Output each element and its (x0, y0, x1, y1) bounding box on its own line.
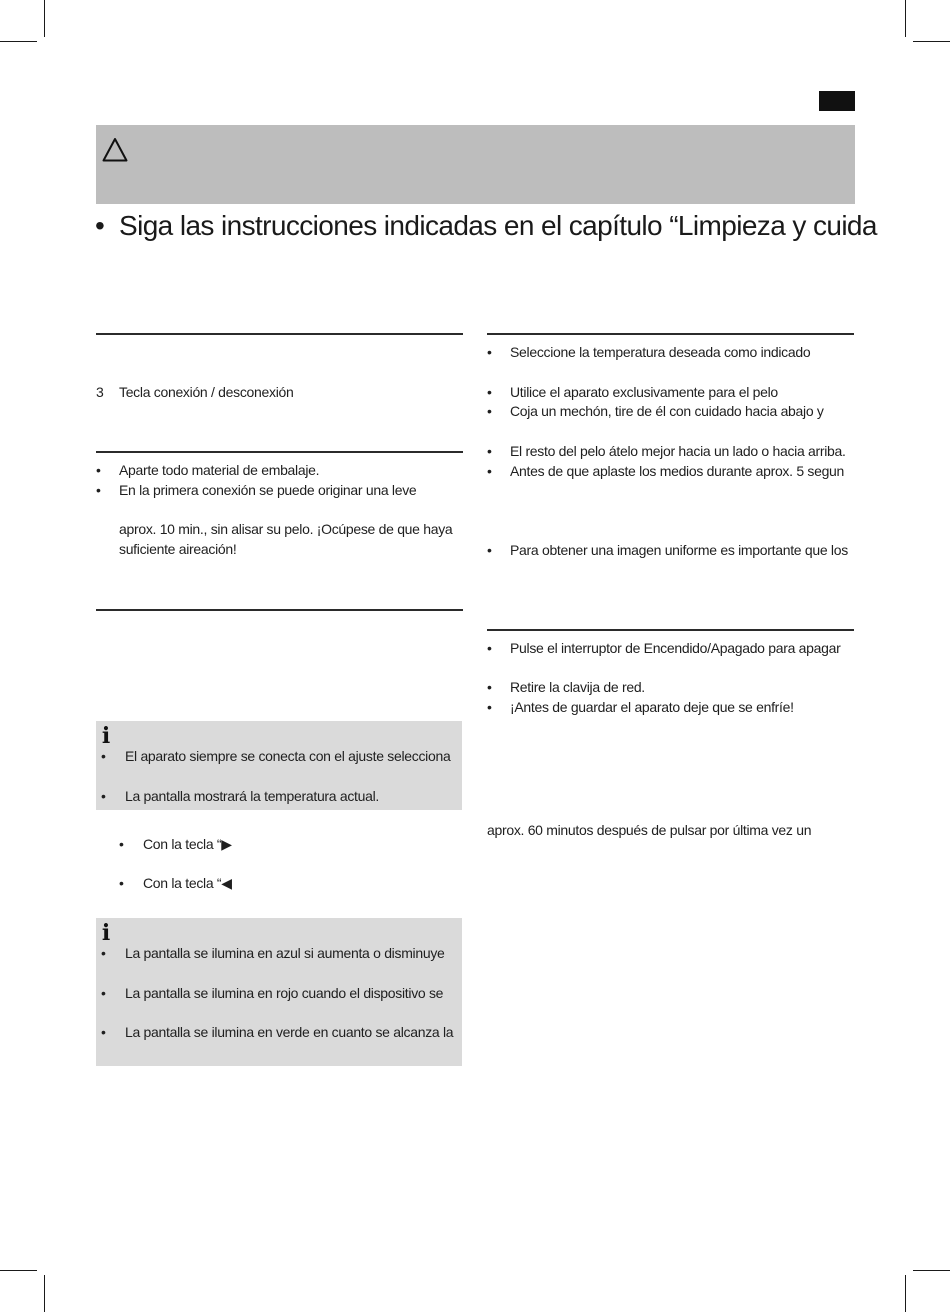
section-rule (96, 609, 463, 611)
bullet: • (119, 875, 124, 891)
warning-box (96, 125, 855, 204)
bullet: • (101, 1024, 106, 1040)
bullet: • (487, 699, 492, 715)
bullet: • (119, 836, 124, 852)
note-item: La pantalla se ilumina en azul si aumenta o disminuye (125, 945, 445, 961)
crop-mark (905, 0, 906, 37)
list-item: Aparte todo material de embalaje. (119, 462, 320, 478)
section-rule (487, 629, 854, 631)
note-item: La pantalla se ilumina en rojo cuando el dispositivo se (125, 985, 444, 1001)
note-item: La pantalla se ilumina en verde en cuanto se alcanza la (125, 1024, 454, 1040)
crop-mark (0, 1270, 37, 1271)
crop-mark (0, 41, 37, 42)
bullet: • (487, 542, 492, 558)
bullet: • (101, 748, 106, 764)
bullet: • (101, 788, 106, 804)
warning-bullet-text: Siga las instrucciones indicadas en el capítulo “Limpieza y cuida (119, 210, 877, 241)
section-rule (96, 451, 463, 453)
note-item: El aparato siempre se conecta con el ajuste selecciona (125, 748, 451, 764)
list-item: Utilice el aparato exclusivamente para el pelo (510, 384, 778, 400)
warning-triangle-icon (102, 137, 128, 163)
bullet: • (487, 463, 492, 479)
info-icon: i (101, 920, 111, 946)
list-item: En la primera conexión se puede originar una leve (119, 482, 417, 498)
list-item: Seleccione la temperatura deseada como indicado (510, 344, 811, 360)
list-item: Para obtener una imagen uniforme es importante que los (510, 542, 848, 558)
list-item: ¡Antes de guardar el aparato deje que se enfríe! (510, 699, 794, 715)
section-rule (96, 333, 463, 335)
note-item: La pantalla mostrará la temperatura actual. (125, 788, 380, 804)
part-label: Tecla conexión / desconexión (119, 384, 294, 400)
list-item-continuation: suficiente aireación! (119, 541, 237, 557)
list-item: Pulse el interruptor de Encendido/Apagado para apagar (510, 640, 841, 656)
bullet: • (487, 679, 492, 695)
list-item: Retire la clavija de red. (510, 679, 645, 695)
bullet: • (487, 384, 492, 400)
list-item-continuation: aprox. 10 min., sin alisar su pelo. ¡Ocúpese de que haya (119, 521, 453, 537)
bullet: • (487, 640, 492, 656)
bullet: • (487, 344, 492, 360)
auto-off-text: aprox. 60 minutos después de pulsar por última vez un (487, 822, 812, 838)
list-item: El resto del pelo átelo mejor hacia un lado o hacia arriba. (510, 443, 846, 459)
info-icon: i (101, 723, 111, 749)
crop-mark (44, 0, 45, 37)
warning-bullet-dot: • (95, 210, 105, 241)
crop-mark (905, 1275, 906, 1312)
crop-mark (913, 1270, 950, 1271)
bullet: • (101, 985, 106, 1001)
bullet: • (487, 443, 492, 459)
section-rule (487, 333, 854, 335)
list-item: Coja un mechón, tire de él con cuidado hacia abajo y (510, 403, 824, 419)
key-instruction: Con la tecla “▶ (143, 836, 232, 852)
bullet: • (101, 945, 106, 961)
crop-mark (913, 41, 950, 42)
bullet: • (96, 462, 101, 478)
part-number: 3 (96, 384, 104, 400)
list-item: Antes de que aplaste los medios durante aprox. 5 segun (510, 463, 845, 479)
language-tab (819, 91, 855, 111)
crop-mark (44, 1275, 45, 1312)
key-instruction: Con la tecla “◀ (143, 875, 232, 891)
bullet: • (487, 403, 492, 419)
bullet: • (96, 482, 101, 498)
